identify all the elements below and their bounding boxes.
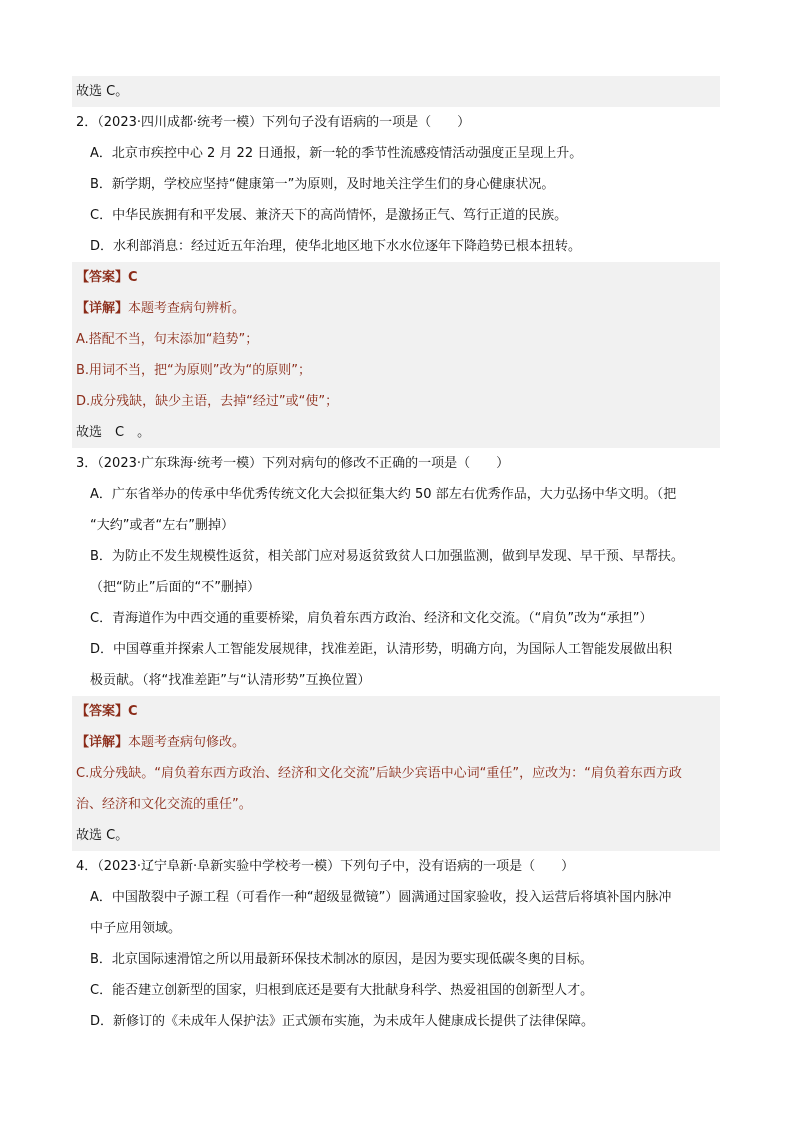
question-4-option-b: B．北京国际速滑馆之所以用最新环保技术制冰的原因，是因为要实现低碳冬奥的目标。 — [90, 952, 593, 967]
question-2-stem: 2．（2023·四川成都·统考一模）下列句子没有语病的一项是（ ） — [76, 115, 471, 130]
question-3-analysis: C.成分残缺。“肩负着东西方政治、经济和文化交流”后缺少宾语中心词“重任”，应改为：“肩负着东西方政 — [72, 758, 720, 789]
question-2-analysis-d: D.成分残缺，缺少主语，去掉“经过”或“使”； — [72, 386, 720, 417]
question-2-conclusion: 故选 C 。 — [72, 417, 720, 448]
question-2-detail — [72, 293, 720, 324]
question-3-answer — [72, 696, 720, 727]
detail-label: 【详解】 — [76, 301, 129, 316]
question-3-option-b-cont: （把“防止”后面的“不”删掉） — [90, 580, 260, 595]
question-4-stem: 4．（2023·辽宁阜新·阜新实验中学校考一模）下列句子中，没有语病的一项是（ ） — [76, 859, 575, 874]
detail-text: 本题考查病句修改。 — [128, 735, 246, 750]
answer-label: 【答案】 — [76, 270, 129, 285]
question-2-option-b: B．新学期，学校应坚持“健康第一”为原则，及时地关注学生们的身心健康状况。 — [90, 177, 555, 192]
question-2-option-d: D．水利部消息：经过近五年治理，使华北地区地下水水位逐年下降趋势已根本扭转。 — [90, 239, 582, 254]
question-3-option-b: B．为防止不发生规模性返贫，相关部门应对易返贫致贫人口加强监测，做到早发现、早干预、早帮扶。 — [90, 549, 684, 564]
detail-label: 【详解】 — [76, 735, 129, 750]
question-2-analysis-a: A.搭配不当，句末添加“趋势”； — [72, 324, 720, 355]
answer-value: C — [128, 270, 138, 285]
answer-value: C — [128, 704, 138, 719]
question-3-option-d-cont: 极贡献。（将“找准差距”与“认清形势”互换位置） — [90, 673, 371, 688]
answer-label: 【答案】 — [76, 704, 129, 719]
question-3-option-a: A．广东省举办的传承中华优秀传统文化大会拟征集大约 50 部左右优秀作品，大力弘扬中华文明。（把 — [90, 487, 677, 502]
document-page — [72, 76, 720, 1037]
question-4-option-a-cont: 中子应用领域。 — [90, 921, 182, 936]
question-2-answer — [72, 262, 720, 293]
question-3-conclusion: 故选 C。 — [72, 820, 720, 851]
question-3-stem: 3．（2023·广东珠海·统考一模）下列对病句的修改不正确的一项是（ ） — [76, 456, 510, 471]
question-3-analysis-cont: 治、经济和文化交流的重任”。 — [72, 789, 720, 820]
question-4-option-c: C．能否建立创新型的国家，归根到底还是要有大批献身科学、热爱祖国的创新型人才。 — [90, 983, 594, 998]
question-3-option-a-cont: “大约”或者“左右”删掉） — [90, 518, 234, 533]
previous-answer-conclusion: 故选 C。 — [72, 76, 720, 107]
question-3-option-d: D．中国尊重并探索人工智能发展规律，找准差距，认清形势，明确方向，为国际人工智能发展做出积 — [90, 642, 673, 657]
question-3-detail — [72, 727, 720, 758]
question-4-option-a: A．中国散裂中子源工程（可看作一种“超级显微镜”）圆满通过国家验收，投入运营后将填补国内脉冲 — [90, 890, 672, 905]
detail-text: 本题考查病句辨析。 — [128, 301, 246, 316]
question-4-option-d: D．新修订的《未成年人保护法》正式颁布实施，为未成年人健康成长提供了法律保障。 — [90, 1014, 595, 1029]
question-3-option-c: C．青海道作为中西交通的重要桥梁，肩负着东西方政治、经济和文化交流。（“肩负”改为“承担”） — [90, 611, 653, 626]
question-2-analysis-b: B.用词不当，把“为原则”改为“的原则”； — [72, 355, 720, 386]
question-2-option-a: A．北京市疾控中心 2 月 22 日通报，新一轮的季节性流感疫情活动强度正呈现上升。 — [90, 146, 583, 161]
question-2-option-c: C．中华民族拥有和平发展、兼济天下的高尚情怀，是激扬正气、笃行正道的民族。 — [90, 208, 568, 223]
